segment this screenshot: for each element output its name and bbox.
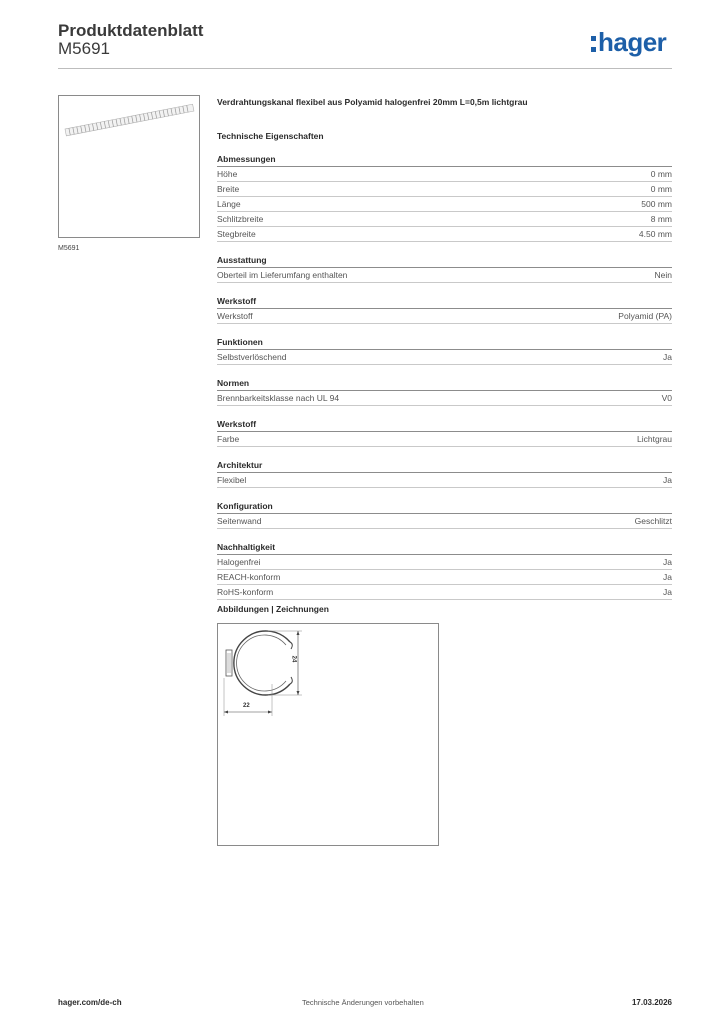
property-row xyxy=(217,182,672,197)
section-title: Architektur xyxy=(217,458,672,473)
property-label: Höhe xyxy=(217,169,238,179)
property-value: Polyamid (PA) xyxy=(618,311,672,321)
property-row xyxy=(217,585,672,600)
cable-duct-icon xyxy=(59,96,199,237)
section-title: Werkstoff xyxy=(217,294,672,309)
section-ausstattung xyxy=(217,253,672,283)
property-label: Breite xyxy=(217,184,240,194)
section-normen xyxy=(217,376,672,406)
section-title: Ausstattung xyxy=(217,253,672,268)
footer-notice: Technische Änderungen vorbehalten xyxy=(302,998,424,1007)
hager-logo xyxy=(591,27,666,57)
section-funktionen xyxy=(217,335,672,365)
property-value: 8 mm xyxy=(650,214,672,224)
property-value: Ja xyxy=(663,587,672,597)
figures-heading: Abbildungen | Zeichnungen xyxy=(217,604,329,614)
section-title: Funktionen xyxy=(217,335,672,350)
property-row xyxy=(217,391,672,406)
property-row xyxy=(217,197,672,212)
property-value: Nein xyxy=(654,270,672,280)
property-label: REACH-konform xyxy=(217,572,281,582)
property-row xyxy=(217,268,672,283)
footer-website: hager.com/de-ch xyxy=(58,998,122,1007)
section-title: Nachhaltigkeit xyxy=(217,540,672,555)
property-row xyxy=(217,432,672,447)
technical-properties-heading: Technische Eigenschaften xyxy=(217,131,324,141)
logo-text: hager xyxy=(598,27,667,57)
property-label: Selbstverlöschend xyxy=(217,352,287,362)
property-label: RoHS-konform xyxy=(217,587,274,597)
property-value: Lichtgrau xyxy=(637,434,672,444)
property-row xyxy=(217,167,672,182)
product-description: Verdrahtungskanal flexibel aus Polyamid halogenfrei 20mm L=0,5m lichtgrau xyxy=(217,97,528,107)
property-row xyxy=(217,570,672,585)
section-abmessungen xyxy=(217,152,672,242)
product-code: M5691 xyxy=(58,39,110,58)
property-value: Ja xyxy=(663,557,672,567)
property-value: Geschlitzt xyxy=(634,516,672,526)
section-konfiguration xyxy=(217,499,672,529)
property-row xyxy=(217,227,672,242)
property-value: 0 mm xyxy=(650,184,672,194)
property-value: V0 xyxy=(661,393,672,403)
property-label: Länge xyxy=(217,199,241,209)
dimension-width-label: 22 xyxy=(243,703,250,709)
property-label: Farbe xyxy=(217,434,240,444)
property-label: Werkstoff xyxy=(217,311,253,321)
header-divider xyxy=(58,68,672,69)
property-label: Halogenfrei xyxy=(217,557,261,567)
properties-table xyxy=(217,152,672,611)
property-value: Ja xyxy=(663,352,672,362)
property-label: Stegbreite xyxy=(217,229,256,239)
property-row xyxy=(217,212,672,227)
property-row xyxy=(217,350,672,365)
property-label: Seitenwand xyxy=(217,516,262,526)
property-label: Schlitzbreite xyxy=(217,214,264,224)
document-title: Produktdatenblatt xyxy=(58,21,204,40)
property-value: 4.50 mm xyxy=(638,229,672,239)
property-label: Brennbarkeitsklasse nach UL 94 xyxy=(217,393,340,403)
section-werkstoff xyxy=(217,294,672,324)
property-value: Ja xyxy=(663,475,672,485)
section-title: Konfiguration xyxy=(217,499,672,514)
property-value: 500 mm xyxy=(641,199,672,209)
property-value: Ja xyxy=(663,572,672,582)
section-title: Abmessungen xyxy=(217,152,672,167)
section-title: Normen xyxy=(217,376,672,391)
section-title: Werkstoff xyxy=(217,417,672,432)
duct-profile-drawing xyxy=(218,624,438,845)
property-row xyxy=(217,514,672,529)
technical-drawing xyxy=(217,623,439,846)
section-werkstoff-farbe xyxy=(217,417,672,447)
property-value: 0 mm xyxy=(650,169,672,179)
property-label: Oberteil im Lieferumfang enthalten xyxy=(217,270,348,280)
property-row xyxy=(217,555,672,570)
product-image xyxy=(58,95,200,238)
section-architektur xyxy=(217,458,672,488)
property-row xyxy=(217,309,672,324)
section-nachhaltigkeit xyxy=(217,540,672,600)
product-image-caption: M5691 xyxy=(58,245,80,252)
dimension-height-label: 24 xyxy=(290,655,297,663)
footer-date: 17.03.2026 xyxy=(631,998,672,1007)
logo-colon-icon xyxy=(591,36,596,52)
profile-side-wall xyxy=(226,650,232,676)
property-row xyxy=(217,473,672,488)
profile-inner-arc xyxy=(237,635,286,691)
property-label: Flexibel xyxy=(217,475,247,485)
